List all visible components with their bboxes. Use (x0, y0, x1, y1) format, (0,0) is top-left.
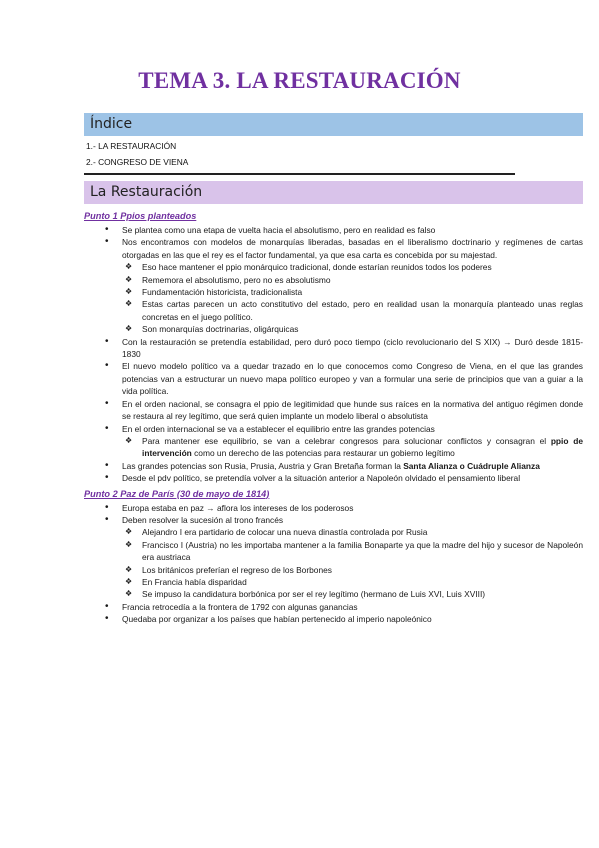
sublist-item: ❖ Fundamentación historicista, tradicionalista (122, 286, 583, 298)
divider (84, 173, 515, 175)
list-item-text: Las grandes potencias son Rusia, Prusia, Austria y Gran Bretaña forman la (122, 460, 404, 471)
list-item: • Europa estaba en paz → aflora los intereses de los poderosos (84, 502, 583, 514)
sublist (122, 435, 583, 460)
list-item: • El nuevo modelo político va a quedar trazado en lo que conocemos como Congreso de Viena, en el que las grandes potencias van a estructurar un nuevo mapa político europeo y van a formular una serie de principios que van a guiar a la vida política. (84, 360, 583, 397)
toc-item-restauracion: 1.- LA RESTAURACIÓN (86, 141, 177, 151)
sublist-item: ❖ Los británicos preferían el regreso de los Borbones (122, 564, 583, 576)
sublist-item (122, 435, 583, 460)
sublist-text: Para mantener ese equilibrio, se van a celebrar congresos para solucionar conflictos y consagran el (142, 435, 551, 446)
sublist-item: ❖ Rememora el absolutismo, pero no es absolutismo (122, 274, 583, 286)
point2-heading: Punto 2 Paz de París (30 de mayo de 1814) (84, 488, 270, 499)
list-item-text: En el orden internacional se va a establecer el equilibrio entre las grandes potencias (122, 423, 435, 434)
sublist-item: ❖ Se impuso la candidatura borbónica por ser el rey legítimo (hermano de Luis XVI, Luis XVIII) (122, 588, 583, 600)
sublist-item: ❖ Alejandro I era partidario de colocar una nueva dinastía controlada por Rusia (122, 526, 583, 538)
list-item (84, 460, 583, 472)
point2-list (84, 502, 583, 626)
page-title: TEMA 3. LA RESTAURACIÓN (138, 68, 461, 93)
point1-heading: Punto 1 Ppios planteados (84, 211, 197, 221)
sublist-text: como un derecho de las potencias para restaurar un gobierno legítimo (191, 448, 455, 459)
sublist-item: ❖ Eso hace mantener el ppio monárquico tradicional, donde estarían reunidos todos los poderes (122, 261, 583, 273)
list-item: • Francia retrocedía a la frontera de 1792 con algunas ganancias (84, 601, 583, 613)
list-item: • Con la restauración se pretendía estabilidad, pero duró poco tiempo (ciclo revolucionario del S XIX) → Duró desde 1815-1830 (84, 336, 583, 361)
bold-term: ppio de intervención (142, 435, 583, 459)
sublist-item: ❖ Estas cartas parecen un acto constitutivo del estado, pero en realidad usan la monarquía planteado unas reglas concretas en el juego político. (122, 298, 583, 323)
point1-list (84, 224, 583, 485)
list-item-text: Nos encontramos con modelos de monarquías liberadas, basadas en el liberalismo doctrinario y regímenes de cartas otorgadas en las que el rey es el factor fundamental, ya que esa carta es concebida por su majestad. (122, 237, 583, 260)
sublist-item: ❖ Francisco I (Austria) no les importaba mantener a la familia Bonaparte ya que la madre del hijo y sucesor de Napoleón era austriaca (122, 539, 583, 564)
list-item: • Quedaba por organizar a los países que habían pertenecido al imperio napoleónico (84, 613, 583, 625)
list-item: • Desde el pdv político, se pretendía volver a la situación anterior a Napoleón olvidado el pensamiento liberal (84, 472, 583, 484)
sublist (122, 261, 583, 335)
list-item (84, 236, 583, 335)
list-item (84, 514, 583, 601)
sublist-item: ❖ Son monarquías doctrinarias, oligárquicas (122, 323, 583, 335)
list-item: • En el orden nacional, se consagra el ppio de legitimidad que hunde sus raíces en la normativa del antiguo régimen donde se restaura al rey legítimo, que será quien implante un modelo liberal o absolutista (84, 398, 583, 423)
sublist (122, 526, 583, 600)
list-item (84, 423, 583, 460)
sublist-item: ❖ En Francia había disparidad (122, 576, 583, 588)
content-body (84, 208, 583, 626)
index-heading: Índice (84, 113, 583, 136)
bold-term: Santa Alianza o Cuádruple Alianza (403, 460, 540, 471)
list-item: • Se plantea como una etapa de vuelta hacia el absolutismo, pero en realidad es falso (84, 224, 583, 236)
toc-item-congreso-viena: 2.- CONGRESO DE VIENA (86, 157, 189, 167)
section-heading: La Restauración (84, 181, 583, 204)
list-item-text: Deben resolver la sucesión al trono francés (122, 514, 284, 525)
